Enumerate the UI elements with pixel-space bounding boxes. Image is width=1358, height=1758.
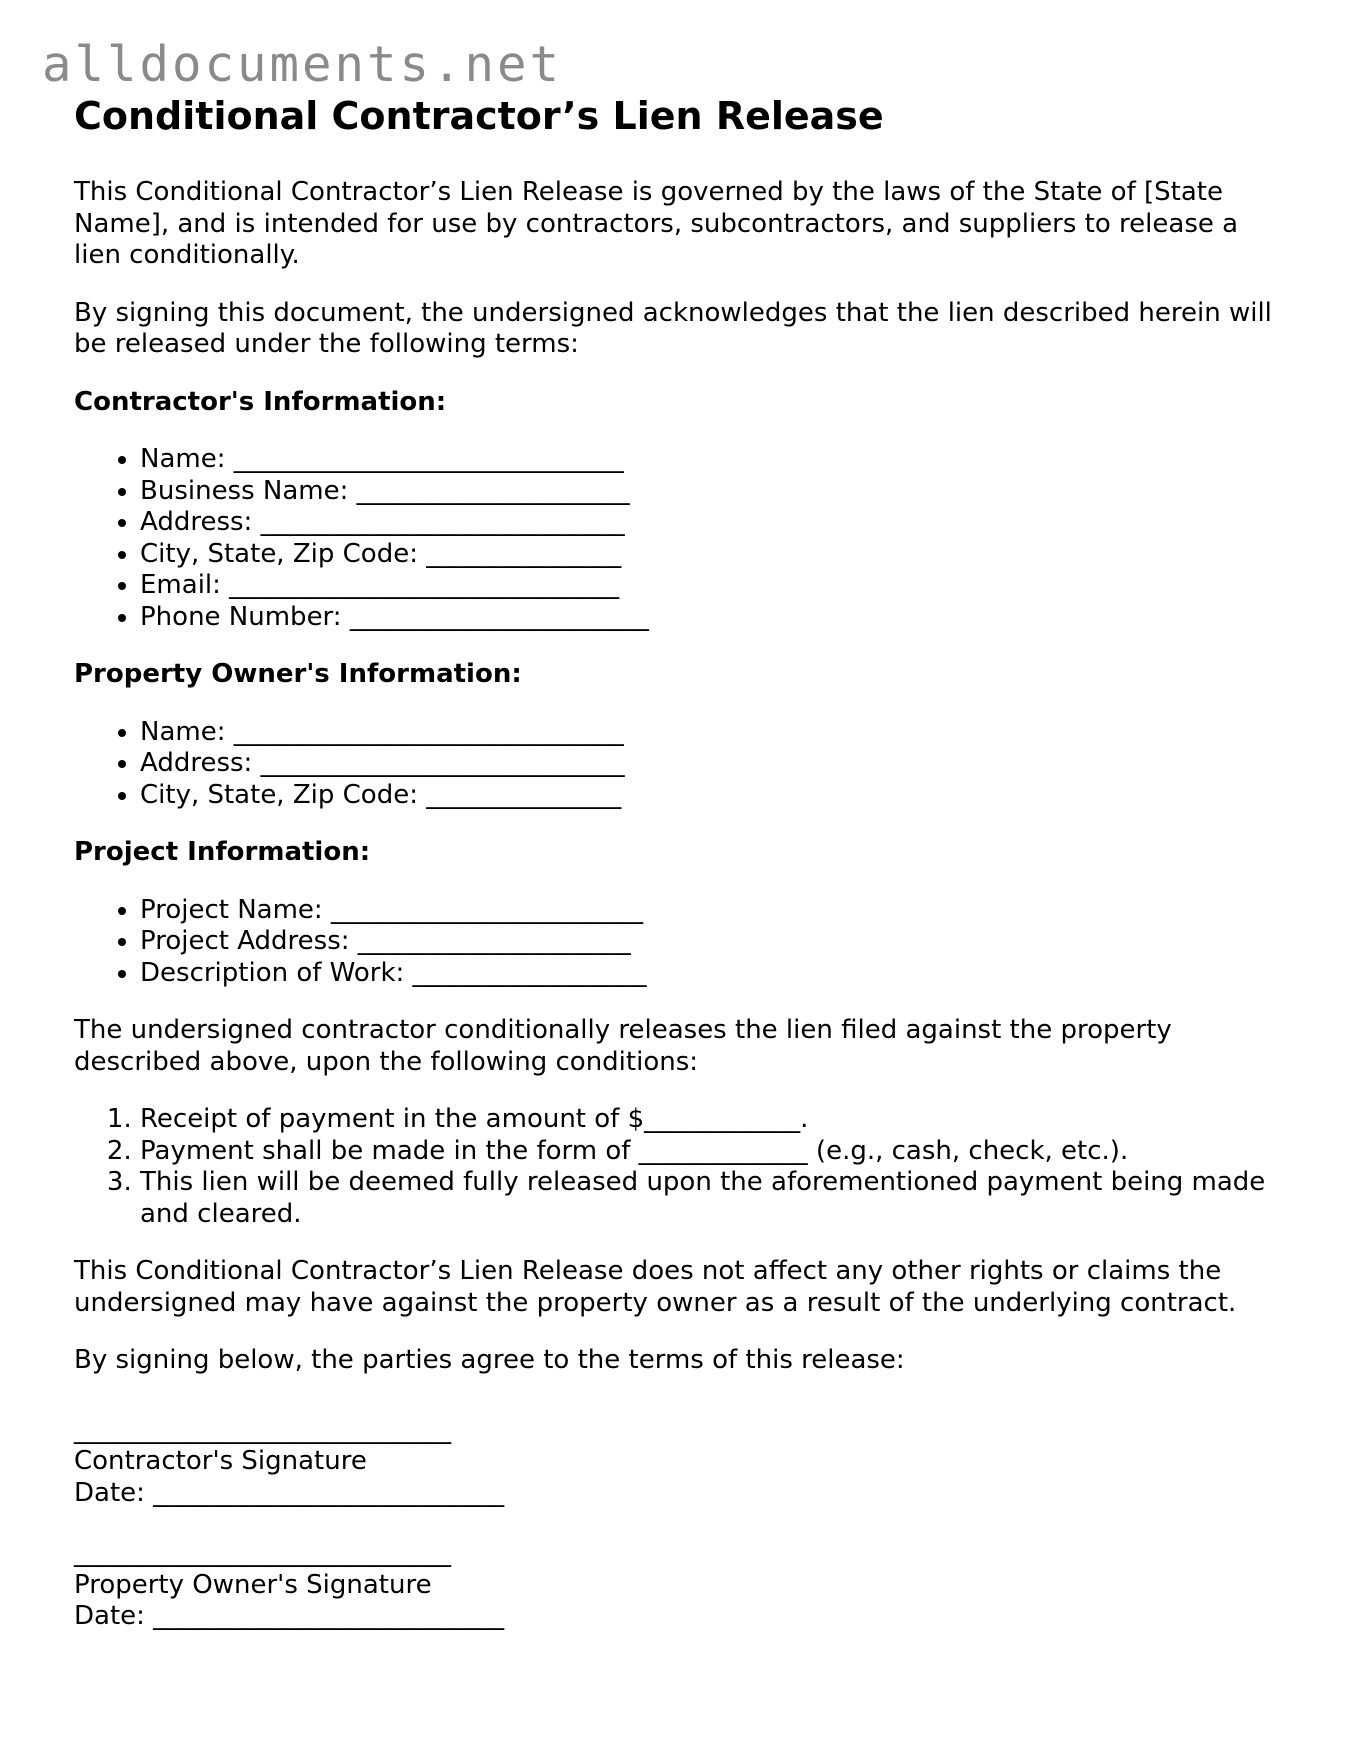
contractor-signature-label: Contractor's Signature	[74, 1446, 367, 1476]
contractor-info-list	[74, 444, 1274, 633]
owner-signature-date[interactable]: Date: ___________________________	[74, 1601, 505, 1631]
contractor-signature-line[interactable]: _____________________________	[74, 1414, 451, 1445]
owner-signature-line[interactable]: _____________________________	[74, 1538, 451, 1568]
condition-payment-amount[interactable]: 1. Receipt of payment in the amount of $____________.	[140, 1104, 1274, 1136]
contractor-address-field[interactable]: • Address: ____________________________	[140, 507, 1274, 539]
contractor-phone-field[interactable]: • Phone Number: _______________________	[140, 602, 1274, 634]
contractor-business-name-field[interactable]: • Business Name: _____________________	[140, 476, 1274, 508]
document-body	[74, 92, 1274, 1633]
contractor-name-field[interactable]: • Name: ______________________________	[140, 444, 1274, 476]
watermark: alldocuments.net	[42, 36, 563, 93]
owner-name-field[interactable]: • Name: ______________________________	[140, 717, 1274, 749]
release-statement: The undersigned contractor conditionally releases the lien filed against the property described above, upon the following conditions:	[74, 1015, 1172, 1077]
rights-statement: This Conditional Contractor’s Lien Release does not affect any other rights or claims the undersigned may have against the property owner as a result of the underlying contract.	[74, 1256, 1237, 1318]
contractor-city-state-zip-field[interactable]: • City, State, Zip Code: _______________	[140, 539, 1274, 571]
project-info-heading: Project Information:	[74, 837, 371, 867]
project-address-field[interactable]: • Project Address: _____________________	[140, 926, 1274, 958]
project-info-list	[74, 895, 1274, 990]
condition-payment-form[interactable]: 2. Payment shall be made in the form of _____________ (e.g., cash, check, etc.).	[140, 1136, 1274, 1168]
contractor-info-heading: Contractor's Information:	[74, 386, 447, 417]
project-description-field[interactable]: • Description of Work: __________________	[140, 958, 1274, 990]
owner-signature-block	[74, 1538, 1274, 1633]
intro-paragraph: This Conditional Contractor’s Lien Release is governed by the laws of the State of [State Name], and is intended for use by contractors, subcontractors, and suppliers to release a lien conditionally.	[74, 177, 1239, 270]
acknowledgment-paragraph: By signing this document, the undersigned acknowledges that the lien described herein will be released under the following terms:	[74, 297, 1272, 359]
contractor-signature-block	[74, 1415, 1274, 1510]
agreement-statement: By signing below, the parties agree to the terms of this release:	[74, 1345, 905, 1375]
contractor-signature-date[interactable]: Date: ___________________________	[74, 1477, 505, 1508]
owner-info-list	[74, 717, 1274, 812]
owner-address-field[interactable]: • Address: ____________________________	[140, 748, 1274, 780]
document-title: Conditional Contractor’s Lien Release	[74, 94, 884, 138]
contractor-email-field[interactable]: • Email: ______________________________	[140, 570, 1274, 602]
condition-release-terms: 3. This lien will be deemed fully released upon the aforementioned payment being made and cleared.	[140, 1167, 1274, 1230]
project-name-field[interactable]: • Project Name: ________________________	[140, 895, 1274, 927]
owner-info-heading: Property Owner's Information:	[74, 659, 522, 689]
owner-city-state-zip-field[interactable]: • City, State, Zip Code: _______________	[140, 780, 1274, 812]
owner-signature-label: Property Owner's Signature	[74, 1569, 432, 1600]
conditions-list	[74, 1104, 1274, 1230]
